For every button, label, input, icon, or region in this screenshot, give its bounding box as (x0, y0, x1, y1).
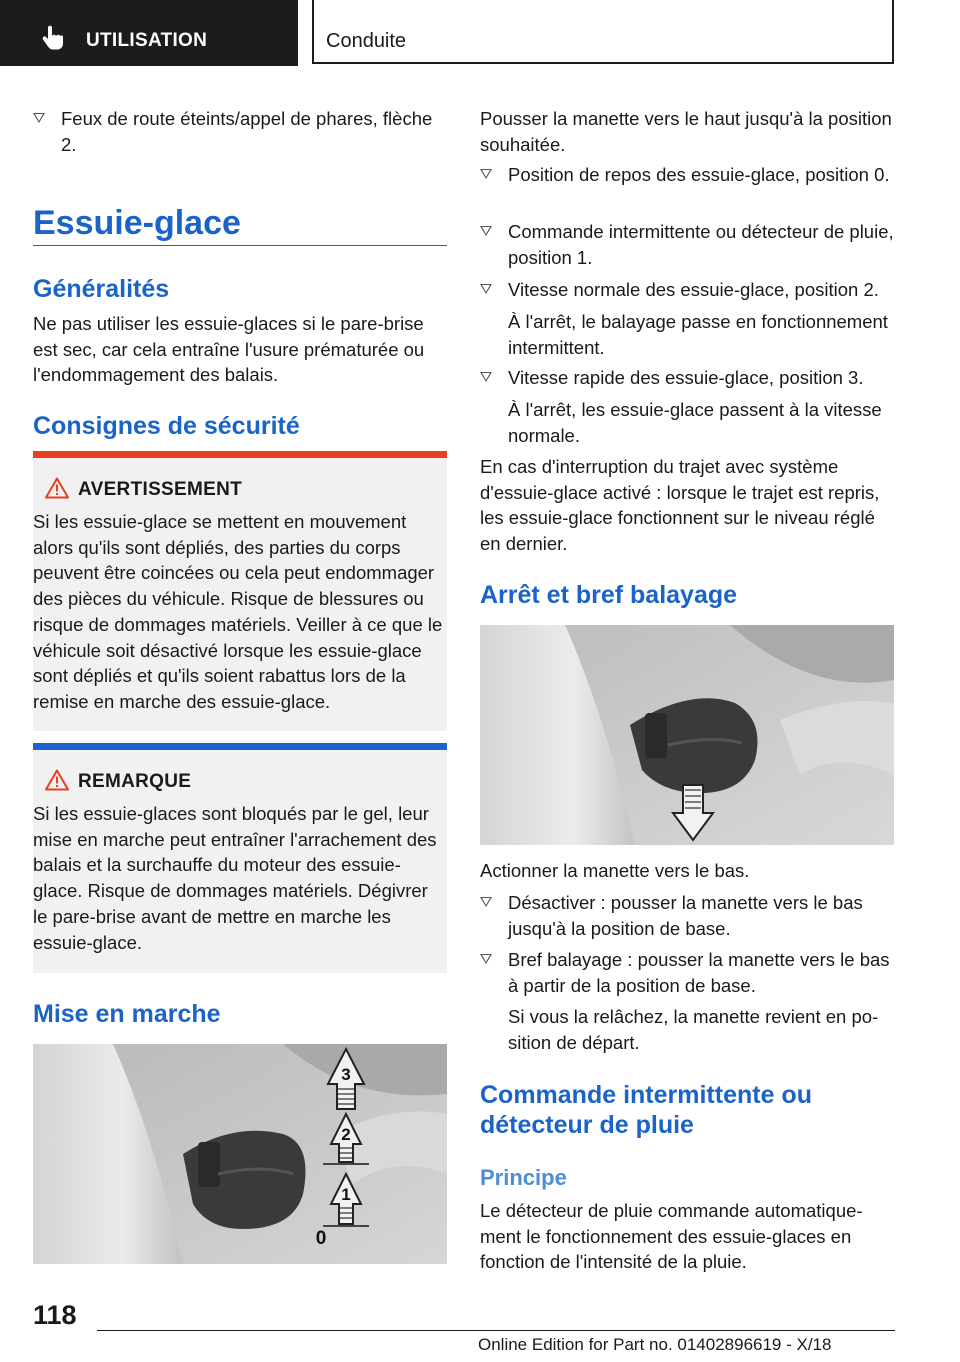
warning-triangle-icon (45, 769, 69, 791)
chapter-label: Conduite (326, 30, 407, 52)
chapter-tab[interactable] (312, 0, 894, 64)
section-tab[interactable] (0, 0, 298, 66)
bullet-triangle-icon (480, 954, 492, 964)
interruption-text: En cas d'interruption du trajet avec système d'essuie-glace activé : lorsque le trajet est repris, les essuie-glace fonctionnent sur le niveau réglé en dernier. (480, 456, 880, 554)
list-item-note: Si vous la relâchez, la manette revient en position de départ. (508, 1006, 879, 1053)
figure-wiper-stalk-down (480, 625, 894, 845)
wiper-stalk-down-illustration (480, 625, 894, 845)
warning-bar (33, 451, 447, 458)
title-rule (33, 245, 447, 246)
figure-wiper-stalk-positions (33, 1044, 447, 1264)
bullet-triangle-icon (33, 113, 45, 123)
subsection-heading-principe: Principe (480, 1165, 567, 1190)
list-item-note: À l'arrêt, les essuie-glace passent à la vitesse normale. (508, 399, 882, 446)
section-heading-consignes: Consignes de sécurité (33, 412, 300, 440)
warning-box (33, 451, 447, 731)
warning-label: AVERTISSEMENT (78, 479, 243, 500)
warning-text: Si les essuie-glace se mettent en mouvement alors qu'ils sont dépliés, des parties du corps peuvent être coincées ou cela peut endommager des pièces du véhicule. Risque de blessures ou risque de dommages matériels. Veiller à ce que le véhicule soit désactivé lorsque les essuie-glace sont dépliés et qu'ils soient rabattus lors de la remise en marche des essuie-glace. (33, 511, 443, 712)
wiper-stalk-illustration (33, 1044, 447, 1264)
notice-text: Si les essuie-glaces sont bloqués par le gel, leur mise en marche peut entraîner l'arrachement des balais et la surchauffe du moteur des essuie-glace. Risque de dommages matériels. Dégivrer le pare-brise avant de mettre en marche les essuie-glace. (33, 803, 437, 953)
hand-pointer-icon (40, 24, 66, 50)
bullet-triangle-icon (480, 284, 492, 294)
principe-text: Le détecteur de pluie commande automatiquement le fonctionnement des essuie-glaces en fonction de l'intensité de la pluie. (480, 1200, 863, 1272)
footer-edition: Online Edition for Part no. 01402896619 - X/18 (478, 1335, 832, 1354)
notice-label: REMARQUE (78, 771, 192, 792)
warning-triangle-icon (45, 477, 69, 499)
section-label: UTILISATION (86, 30, 208, 51)
position-label-2: 2 (341, 1125, 351, 1144)
section-heading-commande: Commande intermittente ou détecteur de pluie (480, 1081, 812, 1139)
position-label-1: 1 (341, 1185, 351, 1204)
actionner-text: Actionner la manette vers le bas. (480, 860, 750, 881)
position-label-0: 0 (315, 1228, 327, 1249)
notice-box (33, 743, 447, 973)
bullet-triangle-icon (480, 169, 492, 179)
bullet-triangle-icon (480, 226, 492, 236)
section-heading-generalites: Généralités (33, 275, 170, 303)
bullet-triangle-icon (480, 897, 492, 907)
footer-rule (97, 1330, 895, 1331)
section-heading-mise-en-marche: Mise en marche (33, 1000, 221, 1028)
generalites-text: Ne pas utiliser les essuie-glaces si le pare-brise est sec, car cela entraîne l'usure prématurée ou l'endommagement des balais. (33, 313, 425, 385)
position-label-3: 3 (341, 1065, 351, 1084)
list-item-note: À l'arrêt, le balayage passe en fonctionnement intermittent. (508, 311, 888, 358)
intro-text: Pousser la manette vers le haut jusqu'à la position souhaitée. (480, 108, 892, 155)
bullet-triangle-icon (480, 372, 492, 382)
notice-bar (33, 743, 447, 750)
section-heading-arret: Arrêt et bref balayage (480, 581, 738, 609)
page-number: 118 (33, 1300, 77, 1330)
page-title: Essuie-glace (33, 204, 241, 242)
